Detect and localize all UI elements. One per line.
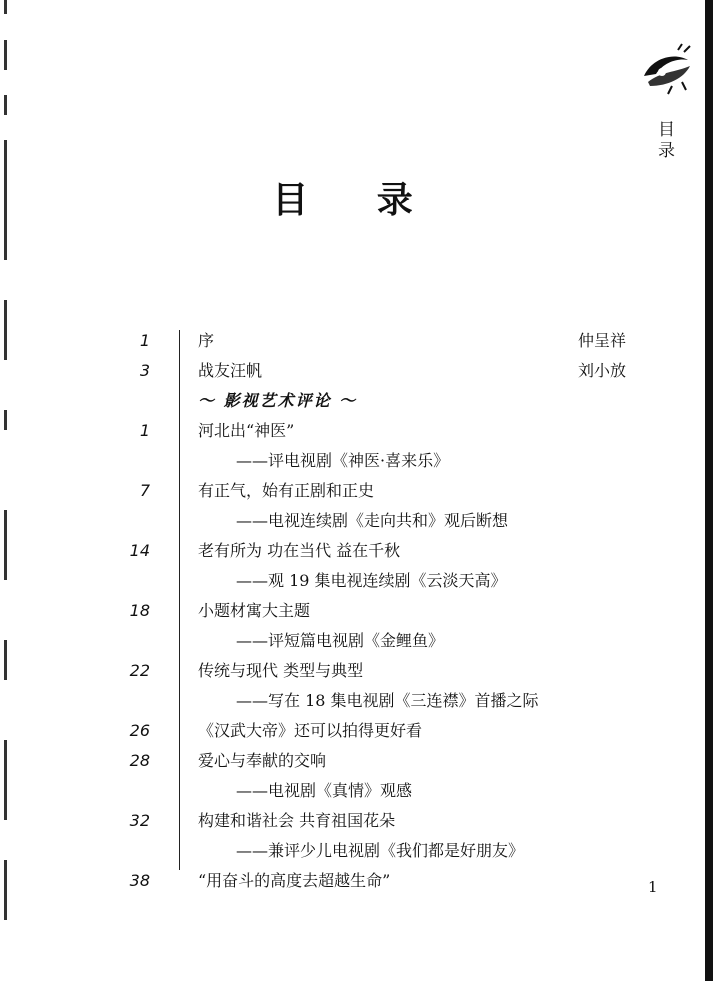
toc-subtitle [0, 506, 713, 536]
toc-title: 传统与现代 类型与典型 [198, 661, 364, 680]
toc-title: 构建和谐社会 共育祖国花朵 [198, 811, 396, 830]
toc-title: ——写在 18 集电视剧《三连襟》首播之际 [236, 691, 539, 710]
toc-subtitle [0, 446, 713, 476]
toc-entry [0, 326, 713, 356]
toc-title: ——兼评少儿电视剧《我们都是好朋友》 [236, 841, 525, 860]
toc-title: 序 [198, 331, 215, 350]
toc-page-number: 26 [129, 721, 150, 740]
toc-title: 有正气，始有正剧和正史 [198, 481, 375, 500]
decorative-emblem-icon [638, 42, 694, 98]
toc-entry [0, 416, 713, 446]
toc-page-number: 1 [139, 421, 150, 440]
toc-entry [0, 656, 713, 686]
toc-subtitle [0, 836, 713, 866]
toc-page-number: 14 [129, 541, 150, 560]
toc-section-heading [0, 386, 713, 416]
page-number: 1 [648, 878, 658, 896]
toc-title: ——评电视剧《神医·喜来乐》 [236, 451, 450, 470]
toc-subtitle [0, 566, 713, 596]
toc-author: 仲呈祥 [578, 331, 627, 350]
toc-entry [0, 806, 713, 836]
toc-title: ——评短篇电视剧《金鲤鱼》 [236, 631, 445, 650]
toc-page-number: 7 [139, 481, 150, 500]
toc-page-number: 3 [139, 361, 150, 380]
toc-subtitle [0, 626, 713, 656]
toc-subtitle [0, 776, 713, 806]
toc-entry [0, 716, 713, 746]
toc-author: 刘小放 [578, 361, 627, 380]
toc-title: ～ 影视艺术评论 ～ [198, 391, 358, 410]
toc-entry [0, 476, 713, 506]
toc-entry [0, 746, 713, 776]
toc-page-number: 32 [129, 811, 150, 830]
toc-title: 老有所为 功在当代 益在千秋 [198, 541, 401, 560]
toc-title: 战友汪帆 [198, 361, 263, 380]
toc-page-number: 18 [129, 601, 150, 620]
toc-title: ——电视连续剧《走向共和》观后断想 [236, 511, 509, 530]
toc-title: ——电视剧《真情》观感 [236, 781, 413, 800]
toc-title: ——观 19 集电视连续剧《云淡天高》 [236, 571, 507, 590]
toc-entry [0, 866, 713, 896]
toc-title: 小题材寓大主题 [198, 601, 311, 620]
toc-subtitle [0, 686, 713, 716]
toc-title: 爱心与奉献的交响 [198, 751, 327, 770]
toc-page-number: 1 [139, 331, 150, 350]
page-title: 目 录 [272, 180, 441, 221]
side-label: 目录 [654, 120, 674, 162]
toc-title: 河北出“神医” [198, 421, 295, 440]
table-of-contents [0, 326, 713, 896]
toc-page-number: 22 [129, 661, 150, 680]
toc-entry [0, 596, 713, 626]
toc-entry [0, 536, 713, 566]
toc-title: 《汉武大帝》还可以拍得更好看 [198, 721, 423, 740]
toc-entry [0, 356, 713, 386]
toc-page-number: 28 [129, 751, 150, 770]
toc-page-number: 38 [129, 871, 150, 890]
toc-title: “用奋斗的高度去超越生命” [198, 871, 391, 890]
